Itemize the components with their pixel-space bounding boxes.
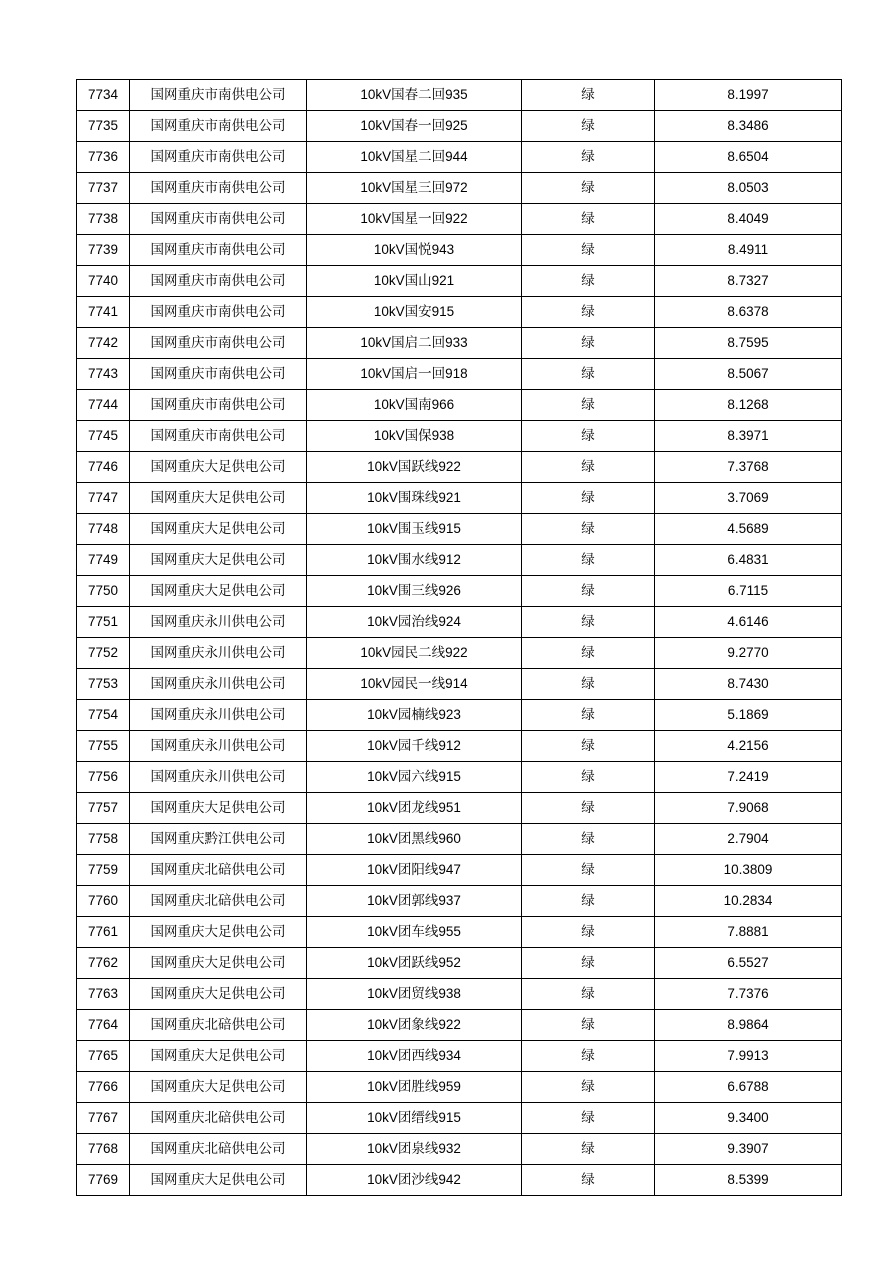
cell-line-name: 10kV国山921 xyxy=(307,266,522,297)
cell-value: 7.9913 xyxy=(655,1041,842,1072)
cell-level: 绿 xyxy=(522,545,655,576)
table-row xyxy=(77,80,842,111)
table-row xyxy=(77,824,842,855)
cell-line-name: 10kV国安915 xyxy=(307,297,522,328)
cell-company: 国网重庆市南供电公司 xyxy=(130,297,307,328)
cell-value: 3.7069 xyxy=(655,483,842,514)
cell-index: 7757 xyxy=(77,793,130,824)
cell-line-name: 10kV团龙线951 xyxy=(307,793,522,824)
cell-line-name: 10kV国星三回972 xyxy=(307,173,522,204)
table-body xyxy=(77,80,842,1196)
cell-level: 绿 xyxy=(522,390,655,421)
table-row xyxy=(77,390,842,421)
cell-value: 10.3809 xyxy=(655,855,842,886)
cell-line-name: 10kV围三线926 xyxy=(307,576,522,607)
cell-value: 7.7376 xyxy=(655,979,842,1010)
cell-level: 绿 xyxy=(522,669,655,700)
cell-company: 国网重庆永川供电公司 xyxy=(130,731,307,762)
table-row xyxy=(77,638,842,669)
table-row xyxy=(77,266,842,297)
cell-company: 国网重庆市南供电公司 xyxy=(130,359,307,390)
cell-index: 7753 xyxy=(77,669,130,700)
cell-value: 8.6504 xyxy=(655,142,842,173)
cell-line-name: 10kV团阳线947 xyxy=(307,855,522,886)
cell-index: 7735 xyxy=(77,111,130,142)
cell-index: 7754 xyxy=(77,700,130,731)
cell-value: 9.2770 xyxy=(655,638,842,669)
table-row xyxy=(77,700,842,731)
cell-company: 国网重庆永川供电公司 xyxy=(130,762,307,793)
table-row xyxy=(77,576,842,607)
cell-index: 7751 xyxy=(77,607,130,638)
cell-value: 6.4831 xyxy=(655,545,842,576)
cell-level: 绿 xyxy=(522,483,655,514)
cell-value: 5.1869 xyxy=(655,700,842,731)
cell-level: 绿 xyxy=(522,1041,655,1072)
cell-value: 8.9864 xyxy=(655,1010,842,1041)
cell-index: 7762 xyxy=(77,948,130,979)
cell-line-name: 10kV国春一回925 xyxy=(307,111,522,142)
cell-line-name: 10kV团西线934 xyxy=(307,1041,522,1072)
cell-index: 7760 xyxy=(77,886,130,917)
cell-value: 8.7430 xyxy=(655,669,842,700)
cell-level: 绿 xyxy=(522,266,655,297)
cell-line-name: 10kV园六线915 xyxy=(307,762,522,793)
cell-index: 7743 xyxy=(77,359,130,390)
cell-value: 8.0503 xyxy=(655,173,842,204)
cell-value: 6.7115 xyxy=(655,576,842,607)
cell-level: 绿 xyxy=(522,328,655,359)
cell-company: 国网重庆市南供电公司 xyxy=(130,204,307,235)
table-row xyxy=(77,142,842,173)
cell-level: 绿 xyxy=(522,1165,655,1196)
cell-line-name: 10kV围玉线915 xyxy=(307,514,522,545)
cell-level: 绿 xyxy=(522,421,655,452)
cell-level: 绿 xyxy=(522,793,655,824)
cell-line-name: 10kV团跃线952 xyxy=(307,948,522,979)
cell-company: 国网重庆市南供电公司 xyxy=(130,328,307,359)
cell-line-name: 10kV国星一回922 xyxy=(307,204,522,235)
cell-line-name: 10kV团黑线960 xyxy=(307,824,522,855)
cell-value: 8.7327 xyxy=(655,266,842,297)
cell-index: 7747 xyxy=(77,483,130,514)
table-row xyxy=(77,1041,842,1072)
cell-company: 国网重庆大足供电公司 xyxy=(130,514,307,545)
cell-index: 7750 xyxy=(77,576,130,607)
cell-line-name: 10kV国启一回918 xyxy=(307,359,522,390)
table-row xyxy=(77,328,842,359)
cell-value: 8.1997 xyxy=(655,80,842,111)
cell-value: 8.7595 xyxy=(655,328,842,359)
cell-value: 9.3400 xyxy=(655,1103,842,1134)
cell-value: 7.3768 xyxy=(655,452,842,483)
cell-line-name: 10kV团泉线932 xyxy=(307,1134,522,1165)
cell-value: 8.6378 xyxy=(655,297,842,328)
cell-line-name: 10kV国南966 xyxy=(307,390,522,421)
cell-company: 国网重庆市南供电公司 xyxy=(130,80,307,111)
cell-company: 国网重庆大足供电公司 xyxy=(130,452,307,483)
table-row xyxy=(77,607,842,638)
cell-company: 国网重庆市南供电公司 xyxy=(130,142,307,173)
table-row xyxy=(77,514,842,545)
cell-line-name: 10kV国跃线922 xyxy=(307,452,522,483)
cell-company: 国网重庆市南供电公司 xyxy=(130,266,307,297)
table-row xyxy=(77,886,842,917)
cell-level: 绿 xyxy=(522,297,655,328)
table-row xyxy=(77,235,842,266)
cell-value: 4.5689 xyxy=(655,514,842,545)
cell-level: 绿 xyxy=(522,824,655,855)
cell-value: 4.2156 xyxy=(655,731,842,762)
cell-company: 国网重庆大足供电公司 xyxy=(130,1041,307,1072)
cell-index: 7752 xyxy=(77,638,130,669)
cell-level: 绿 xyxy=(522,80,655,111)
cell-company: 国网重庆永川供电公司 xyxy=(130,638,307,669)
cell-level: 绿 xyxy=(522,235,655,266)
cell-index: 7758 xyxy=(77,824,130,855)
cell-value: 8.3971 xyxy=(655,421,842,452)
cell-line-name: 10kV园千线912 xyxy=(307,731,522,762)
cell-index: 7756 xyxy=(77,762,130,793)
cell-company: 国网重庆大足供电公司 xyxy=(130,979,307,1010)
cell-company: 国网重庆大足供电公司 xyxy=(130,483,307,514)
cell-index: 7769 xyxy=(77,1165,130,1196)
cell-line-name: 10kV团胜线959 xyxy=(307,1072,522,1103)
cell-company: 国网重庆市南供电公司 xyxy=(130,235,307,266)
cell-value: 6.5527 xyxy=(655,948,842,979)
cell-level: 绿 xyxy=(522,173,655,204)
table-row xyxy=(77,1103,842,1134)
table-row xyxy=(77,1165,842,1196)
cell-value: 8.3486 xyxy=(655,111,842,142)
cell-value: 6.6788 xyxy=(655,1072,842,1103)
cell-level: 绿 xyxy=(522,359,655,390)
cell-level: 绿 xyxy=(522,948,655,979)
cell-company: 国网重庆永川供电公司 xyxy=(130,700,307,731)
cell-line-name: 10kV国春二回935 xyxy=(307,80,522,111)
table-row xyxy=(77,762,842,793)
cell-value: 7.2419 xyxy=(655,762,842,793)
data-table-container xyxy=(76,79,816,1196)
power-line-table xyxy=(76,79,842,1196)
cell-company: 国网重庆北碚供电公司 xyxy=(130,855,307,886)
cell-company: 国网重庆大足供电公司 xyxy=(130,793,307,824)
table-row xyxy=(77,204,842,235)
cell-index: 7766 xyxy=(77,1072,130,1103)
table-row xyxy=(77,731,842,762)
cell-level: 绿 xyxy=(522,142,655,173)
cell-line-name: 10kV国星二回944 xyxy=(307,142,522,173)
table-row xyxy=(77,421,842,452)
cell-value: 2.7904 xyxy=(655,824,842,855)
cell-index: 7749 xyxy=(77,545,130,576)
cell-index: 7763 xyxy=(77,979,130,1010)
cell-level: 绿 xyxy=(522,452,655,483)
cell-level: 绿 xyxy=(522,204,655,235)
table-row xyxy=(77,793,842,824)
cell-level: 绿 xyxy=(522,731,655,762)
cell-level: 绿 xyxy=(522,111,655,142)
cell-company: 国网重庆黔江供电公司 xyxy=(130,824,307,855)
cell-index: 7734 xyxy=(77,80,130,111)
cell-company: 国网重庆市南供电公司 xyxy=(130,173,307,204)
cell-index: 7742 xyxy=(77,328,130,359)
cell-line-name: 10kV团象线922 xyxy=(307,1010,522,1041)
table-row xyxy=(77,855,842,886)
table-row xyxy=(77,948,842,979)
cell-index: 7740 xyxy=(77,266,130,297)
cell-value: 8.5399 xyxy=(655,1165,842,1196)
cell-value: 7.9068 xyxy=(655,793,842,824)
cell-company: 国网重庆大足供电公司 xyxy=(130,1165,307,1196)
cell-level: 绿 xyxy=(522,700,655,731)
cell-index: 7748 xyxy=(77,514,130,545)
cell-index: 7767 xyxy=(77,1103,130,1134)
table-row xyxy=(77,359,842,390)
table-row xyxy=(77,1010,842,1041)
cell-value: 7.8881 xyxy=(655,917,842,948)
cell-index: 7761 xyxy=(77,917,130,948)
cell-value: 4.6146 xyxy=(655,607,842,638)
cell-index: 7739 xyxy=(77,235,130,266)
cell-level: 绿 xyxy=(522,1103,655,1134)
cell-company: 国网重庆市南供电公司 xyxy=(130,390,307,421)
cell-index: 7745 xyxy=(77,421,130,452)
cell-level: 绿 xyxy=(522,855,655,886)
cell-value: 9.3907 xyxy=(655,1134,842,1165)
cell-company: 国网重庆大足供电公司 xyxy=(130,545,307,576)
cell-company: 国网重庆北碚供电公司 xyxy=(130,1103,307,1134)
cell-index: 7738 xyxy=(77,204,130,235)
cell-line-name: 10kV国启二回933 xyxy=(307,328,522,359)
cell-company: 国网重庆大足供电公司 xyxy=(130,576,307,607)
cell-company: 国网重庆市南供电公司 xyxy=(130,111,307,142)
cell-company: 国网重庆市南供电公司 xyxy=(130,421,307,452)
cell-value: 8.5067 xyxy=(655,359,842,390)
table-row xyxy=(77,483,842,514)
cell-level: 绿 xyxy=(522,1134,655,1165)
cell-index: 7737 xyxy=(77,173,130,204)
table-row xyxy=(77,979,842,1010)
cell-company: 国网重庆北碚供电公司 xyxy=(130,886,307,917)
cell-line-name: 10kV团郭线937 xyxy=(307,886,522,917)
cell-index: 7741 xyxy=(77,297,130,328)
table-row xyxy=(77,297,842,328)
cell-value: 8.1268 xyxy=(655,390,842,421)
cell-level: 绿 xyxy=(522,762,655,793)
cell-value: 8.4911 xyxy=(655,235,842,266)
table-row xyxy=(77,545,842,576)
cell-line-name: 10kV团缙线915 xyxy=(307,1103,522,1134)
cell-line-name: 10kV园民一线914 xyxy=(307,669,522,700)
cell-level: 绿 xyxy=(522,886,655,917)
cell-company: 国网重庆大足供电公司 xyxy=(130,917,307,948)
table-row xyxy=(77,917,842,948)
cell-level: 绿 xyxy=(522,979,655,1010)
table-row xyxy=(77,173,842,204)
cell-level: 绿 xyxy=(522,1072,655,1103)
cell-level: 绿 xyxy=(522,917,655,948)
cell-line-name: 10kV团沙线942 xyxy=(307,1165,522,1196)
table-row xyxy=(77,669,842,700)
cell-line-name: 10kV围珠线921 xyxy=(307,483,522,514)
cell-company: 国网重庆北碚供电公司 xyxy=(130,1010,307,1041)
table-row xyxy=(77,452,842,483)
cell-index: 7764 xyxy=(77,1010,130,1041)
cell-line-name: 10kV围水线912 xyxy=(307,545,522,576)
cell-index: 7768 xyxy=(77,1134,130,1165)
cell-company: 国网重庆大足供电公司 xyxy=(130,1072,307,1103)
cell-index: 7765 xyxy=(77,1041,130,1072)
cell-index: 7744 xyxy=(77,390,130,421)
cell-level: 绿 xyxy=(522,576,655,607)
cell-company: 国网重庆永川供电公司 xyxy=(130,607,307,638)
cell-level: 绿 xyxy=(522,607,655,638)
cell-line-name: 10kV国悦943 xyxy=(307,235,522,266)
cell-line-name: 10kV团车线955 xyxy=(307,917,522,948)
cell-index: 7736 xyxy=(77,142,130,173)
cell-company: 国网重庆永川供电公司 xyxy=(130,669,307,700)
table-row xyxy=(77,1134,842,1165)
cell-index: 7759 xyxy=(77,855,130,886)
cell-line-name: 10kV团贸线938 xyxy=(307,979,522,1010)
cell-value: 10.2834 xyxy=(655,886,842,917)
cell-line-name: 10kV园民二线922 xyxy=(307,638,522,669)
cell-company: 国网重庆北碚供电公司 xyxy=(130,1134,307,1165)
table-row xyxy=(77,1072,842,1103)
cell-company: 国网重庆大足供电公司 xyxy=(130,948,307,979)
cell-index: 7755 xyxy=(77,731,130,762)
cell-index: 7746 xyxy=(77,452,130,483)
cell-line-name: 10kV国保938 xyxy=(307,421,522,452)
cell-line-name: 10kV园治线924 xyxy=(307,607,522,638)
table-row xyxy=(77,111,842,142)
cell-value: 8.4049 xyxy=(655,204,842,235)
cell-level: 绿 xyxy=(522,638,655,669)
cell-level: 绿 xyxy=(522,514,655,545)
cell-level: 绿 xyxy=(522,1010,655,1041)
cell-line-name: 10kV园楠线923 xyxy=(307,700,522,731)
